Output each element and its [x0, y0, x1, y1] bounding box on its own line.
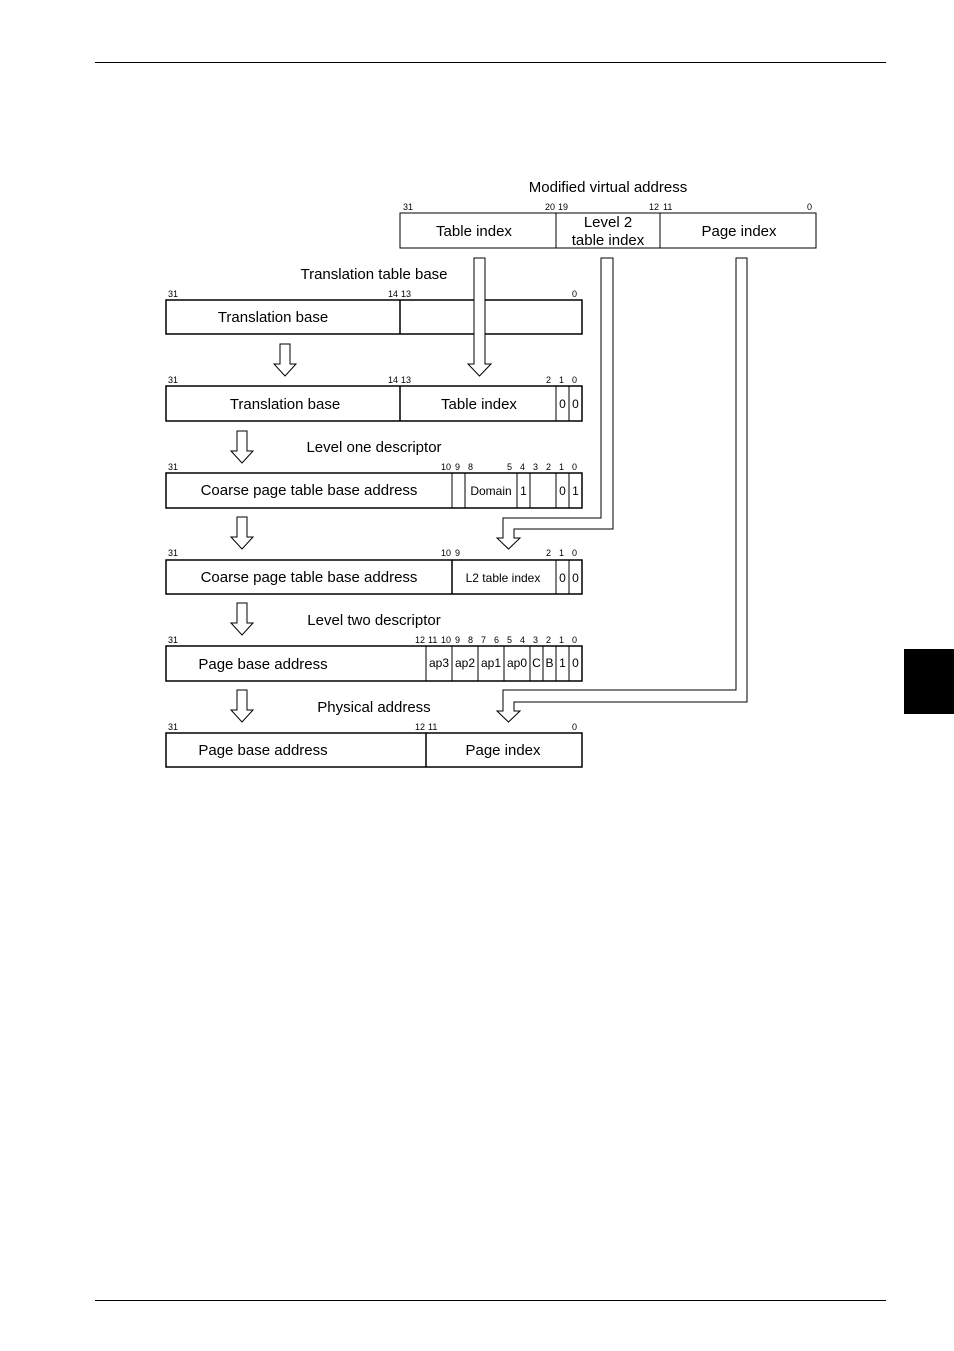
bit-number: 2 [546, 462, 552, 472]
bit-number: 20 [545, 202, 556, 212]
bit-number: 5 [507, 462, 513, 472]
bit-number: 11 [663, 202, 673, 212]
bit-number: 31 [168, 722, 179, 732]
bit-number: 0 [572, 375, 578, 385]
physical-address-label: Physical address [317, 699, 431, 716]
bit-number: 10 [441, 462, 452, 472]
l2-page-base-field: Page base address [198, 656, 328, 673]
mva-table-index-field: Table index [436, 223, 512, 240]
l2-bit1-field: 1 [559, 656, 566, 670]
l2-c-bit-field: C [532, 656, 541, 670]
bit-number: 11 [428, 635, 438, 645]
bit-number: 12 [415, 722, 426, 732]
l2-b-bit-field: B [545, 656, 554, 670]
phys-page-index-field: Page index [465, 742, 541, 759]
l1-bit0-field: 1 [572, 484, 579, 498]
bit-number: 31 [403, 202, 414, 212]
l1-addr-table-index-field: Table index [441, 396, 517, 413]
bit-number: 31 [168, 375, 179, 385]
bit-number: 9 [455, 462, 461, 472]
bit-number: 1 [559, 635, 565, 645]
bit-number: 3 [533, 462, 539, 472]
l2-bit0-field: 0 [572, 656, 579, 670]
bit-number: 2 [546, 548, 552, 558]
bit-number: 13 [401, 289, 412, 299]
bit-number: 31 [168, 289, 179, 299]
flow-arrow-5 [231, 690, 253, 722]
mva-page-index-field: Page index [701, 223, 777, 240]
l2-ap3-field: ap3 [428, 656, 450, 670]
phys-page-base-field: Page base address [198, 742, 328, 759]
l2-addr-coarse-base-field: Coarse page table base address [200, 569, 418, 586]
bit-number: 4 [520, 635, 526, 645]
bit-number: 11 [428, 722, 438, 732]
l1-bit4-field: 1 [520, 484, 527, 498]
bit-number: 5 [507, 635, 513, 645]
l2-addr-bit1-field: 0 [559, 571, 566, 585]
bit-number: 2 [546, 635, 552, 645]
bit-number: 0 [807, 202, 813, 212]
l1-addr-bit1-field: 0 [559, 397, 566, 411]
ttb-label: Translation table base [300, 266, 448, 283]
flow-arrow-1 [274, 344, 296, 376]
mva-l2-index-field-line2: table index [571, 232, 645, 249]
bit-number: 14 [388, 289, 399, 299]
bit-number: 10 [441, 635, 452, 645]
table-index-arrow [468, 258, 491, 376]
bit-number: 1 [559, 548, 565, 558]
bit-number: 4 [520, 462, 526, 472]
bit-number: 7 [481, 635, 487, 645]
bit-number: 13 [401, 375, 412, 385]
l2-ap0-field: ap0 [506, 656, 528, 670]
bit-number: 8 [468, 462, 474, 472]
l2-descriptor-label: Level two descriptor [307, 612, 441, 629]
bit-number: 0 [572, 289, 578, 299]
bit-number: 2 [546, 375, 552, 385]
bit-number: 31 [168, 548, 179, 558]
bit-number: 12 [649, 202, 660, 212]
l1-domain-field: Domain [470, 484, 512, 498]
bit-number: 0 [572, 635, 578, 645]
l2-addr-table-index-field: L2 table index [465, 571, 541, 585]
l2-ap2-field: ap2 [454, 656, 476, 670]
bit-number: 6 [494, 635, 500, 645]
bit-number: 0 [572, 722, 578, 732]
modified-va-label: Modified virtual address [528, 179, 688, 196]
mva-l2-index-field: Level 2 [583, 214, 633, 231]
bit-number: 1 [559, 462, 565, 472]
l1-addr-translation-base-field: Translation base [229, 396, 341, 413]
l1-bit1-field: 0 [559, 484, 566, 498]
bit-number: 19 [558, 202, 569, 212]
bit-number: 1 [559, 375, 565, 385]
ttb-translation-base-field: Translation base [217, 309, 329, 326]
flow-arrow-2 [231, 431, 253, 463]
bit-number: 14 [388, 375, 399, 385]
bit-number: 31 [168, 462, 179, 472]
l1-descriptor-label: Level one descriptor [306, 439, 442, 456]
flow-arrow-4 [231, 603, 253, 635]
bit-number: 0 [572, 548, 578, 558]
l2-ap1-field: ap1 [480, 656, 502, 670]
bit-number: 9 [455, 635, 461, 645]
bit-number: 10 [441, 548, 452, 558]
page-index-arrow [497, 258, 747, 722]
l1-address-register [166, 386, 582, 421]
bit-number: 31 [168, 635, 179, 645]
bit-number: 8 [468, 635, 474, 645]
l1-coarse-base-field: Coarse page table base address [200, 482, 418, 499]
l1-addr-bit0-field: 0 [572, 397, 579, 411]
l2-addr-bit0-field: 0 [572, 571, 579, 585]
bit-number: 12 [415, 635, 426, 645]
bit-number: 0 [572, 462, 578, 472]
bit-number: 9 [455, 548, 461, 558]
flow-arrow-3 [231, 517, 253, 549]
bit-number: 3 [533, 635, 539, 645]
